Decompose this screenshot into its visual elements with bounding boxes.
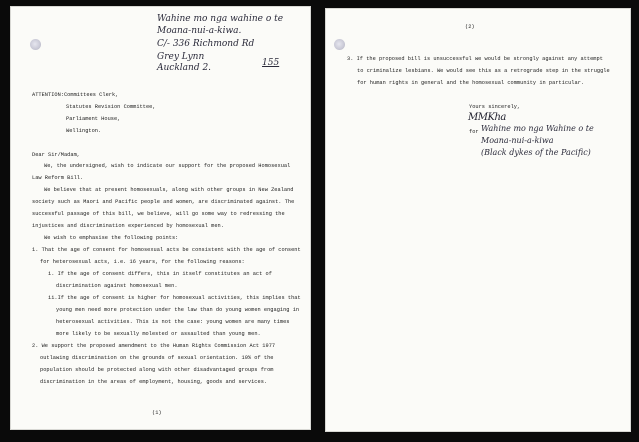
handwritten-address-line: Auckland 2. (157, 63, 212, 73)
handwritten-group-name: Wahine mo nga Wahine o te (481, 124, 594, 133)
body-line: We, the undersigned, wish to indicate our support for the proposed Homosexual (44, 163, 291, 169)
attention-line: ATTENTION:Committees Clerk, (32, 92, 119, 98)
subpoint-line: more likely to be sexually molested or assaulted than young men. (56, 331, 261, 337)
point-line: for human rights in general and the homosexual community in particular. (357, 80, 585, 86)
recipient-line: Wellington. (66, 128, 102, 134)
handwritten-group-name: (Black dykes of the Pacific) (481, 148, 591, 157)
recipient-line: Statutes Revision Committee, (66, 104, 156, 110)
point-line: discrimination in the areas of employment, housing, goods and services. (40, 379, 268, 385)
page-number: (2) (465, 24, 475, 30)
subpoint-line: i. If the age of consent differs, this in itself constitutes an act of (48, 271, 272, 277)
handwritten-group-name: Moana-nui-a-kiwa (481, 136, 554, 145)
point-line: 1. That the age of consent for homosexual acts be consistent with the age of consent (32, 247, 301, 253)
signature: MMKha (468, 112, 506, 123)
body-line: injustices and discrimination experienced by homosexual men. (32, 223, 224, 229)
body-line: We wish to emphasise the following points: (44, 235, 179, 241)
salutation: Dear Sir/Madam, (32, 152, 80, 158)
handwritten-address-line: Grey Lynn (157, 52, 205, 62)
punch-hole (334, 39, 345, 50)
point-line: 3. If the proposed bill is unsuccessful we would be strongly against any attempt (347, 56, 603, 62)
margin-number: 155 (262, 58, 280, 68)
closing: Yours sincerely, (469, 104, 521, 110)
letter-page-2 (325, 8, 631, 432)
point-line: outlawing discrimination on the grounds of sexual orientation. 10% of the (40, 355, 274, 361)
body-line: successful passage of this bill, we believe, will go some way to redressing the (32, 211, 285, 217)
for-label: for (469, 129, 479, 135)
subpoint-line: heterosexual activities. This is not the case: young women are many times (56, 319, 290, 325)
point-line: for heterosexual acts, i.e. 16 years, for the following reasons: (40, 259, 245, 265)
body-line: society such as Maori and Pacific people and women, are discriminated against. The (32, 199, 295, 205)
handwritten-address-line: Wahine mo nga wahine o te (157, 14, 284, 24)
handwritten-address-line: Moana-nui-a-kiwa. (157, 26, 242, 36)
subpoint-line: discrimination against homosexual men. (56, 283, 178, 289)
point-line: population should be protected along with other disadvantaged groups from (40, 367, 274, 373)
body-line: We believe that at present homosexuals, along with other groups in New Zealand (44, 187, 294, 193)
subpoint-line: young men need more protection under the law than do young women engaging in (56, 307, 300, 313)
punch-hole (30, 39, 41, 50)
recipient-line: Parliament House, (66, 116, 121, 122)
letter-page-1 (10, 6, 311, 430)
point-line: to criminalize lesbians. We would see this as a retrograde step in the struggle (357, 68, 610, 74)
page-number: (1) (152, 410, 162, 416)
subpoint-line: ii.If the age of consent is higher for homosexual activities, this implies that (48, 295, 301, 301)
body-line: Law Reform Bill. (32, 175, 84, 181)
point-line: 2. We support the proposed amendment to the Human Rights Commission Act 1977 (32, 343, 276, 349)
handwritten-address-line: C/- 336 Richmond Rd (157, 39, 255, 49)
